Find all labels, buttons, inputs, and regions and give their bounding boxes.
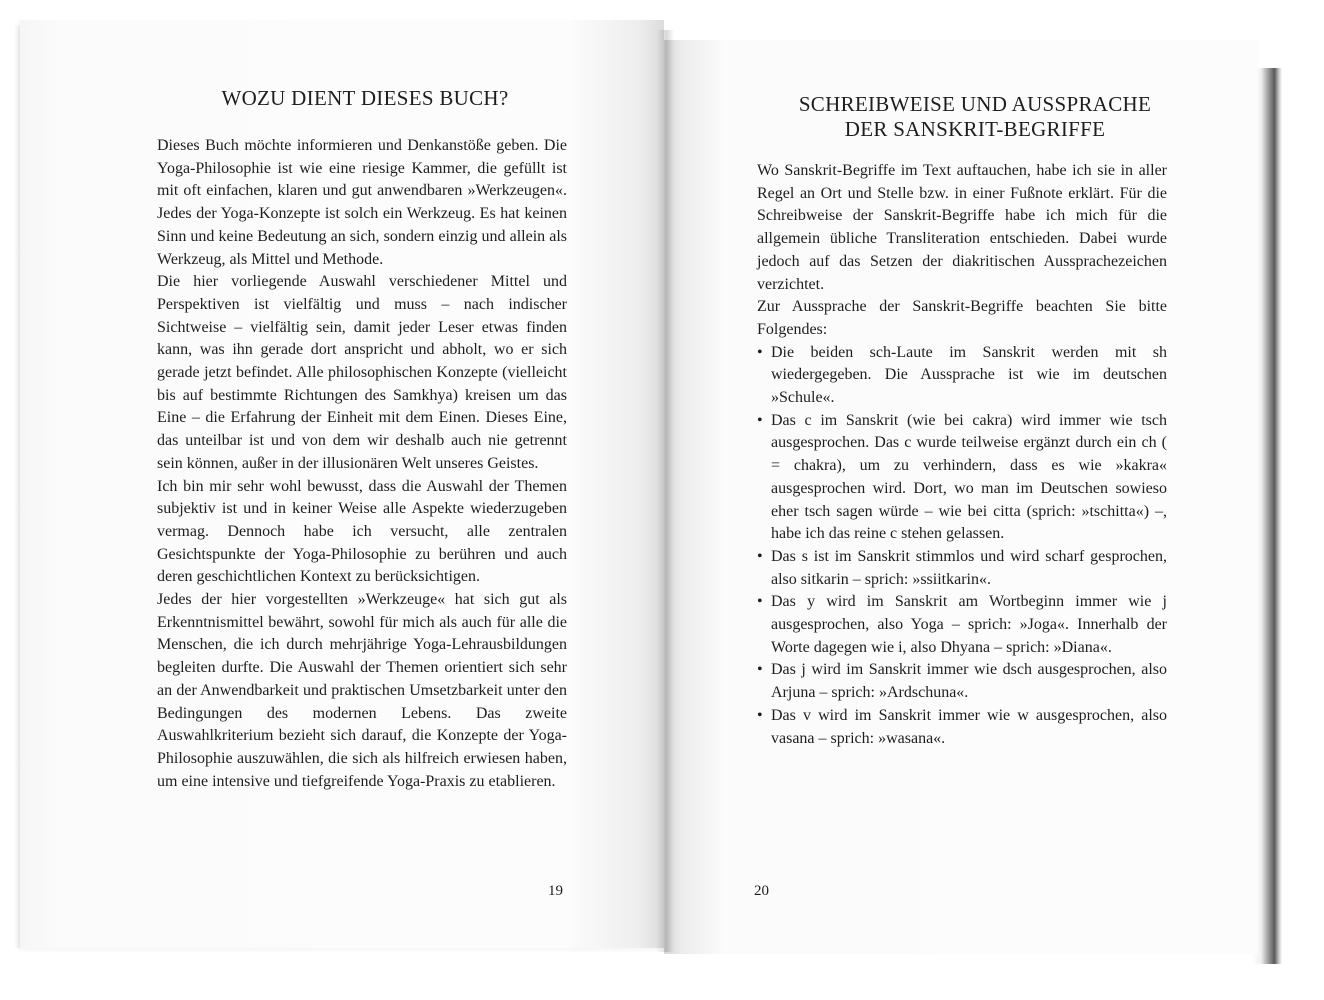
list-item: • Das v wird im Sanskrit immer wie w ausgesprochen, also vasana – sprich: »wasana«.: [757, 705, 1167, 750]
left-paragraph: Die hier vorliegende Auswahl verschiedener Mittel und Perspektiven ist vielfältig und muss – nach indischer Sichtweise – vielfältig sein, damit jeder Leser etwas finden kann, was ihn gerade dort anspricht und abholt, wo er sich gerade jetzt befindet. Alle philosophischen Konzepte (vielleicht bis auf bestimmte Richtungen des Samkhya) kreisen um das Eine – die Erfahrung der Einheit mit dem Einen. Dieses Eine, das unteilbar ist und von dem wir deshalb auch nie getrennt sein können, außer in der illusionären Welt unseres Geistes.: [157, 273, 567, 472]
right-intro-paragraph: Wo Sanskrit-Begriffe im Text auftauchen, habe ich sie in aller Regel an Ort und Stelle bzw. in einer Fußnote erklärt. Für die Schreibweise der Sanskrit-Begriffe habe ich mich für die allgemein übliche Transliteration entschieden. Dabei wurde jedoch auf das Setzen der diakritischen Aussprachezeichen verzichtet.: [757, 162, 1167, 293]
book-gutter: [656, 30, 674, 952]
left-paragraph: Jedes der hier vorgestellten »Werkzeuge« hat sich gut als Erkenntnismittel bewährt, sowohl für mich als auch für alle die Menschen, die ich durch mehrjährige Yoga-Lehrausbildungen begleiten durfte. Die Auswahl der Themen orientiert sich sehr an der Anwendbarkeit und praktischen Umsetzbarkeit unter den Bedingungen des modernen Lebens. Das zweite Auswahlkriterium bezieht sich darauf, die Konzepte der Yoga-Philosophie auszuwählen, die sich als hilfreich erwiesen haben, um eine intensive und tiefgreifende Yoga-Praxis zu etablieren.: [157, 591, 567, 790]
right-lead-paragraph: Zur Aussprache der Sanskrit-Begriffe beachten Sie bitte Folgendes:: [757, 298, 1167, 338]
left-paragraph: Ich bin mir sehr wohl bewusst, dass die Auswahl der Themen subjektiv ist und in keiner Weise alle Aspekte wiederzugeben vermag. Dennoch habe ich versucht, alle zentralen Gesichtspunkte der Yoga-Philosophie zu berühren und auch deren geschichtlichen Kontext zu berücksichtigen.: [157, 477, 567, 586]
list-item: • Das j wird im Sanskrit immer wie dsch ausgesprochen, also Arjuna – sprich: »Ardschuna«.: [757, 659, 1167, 704]
page-number-right: 20: [754, 883, 769, 899]
list-item: • Die beiden sch-Laute im Sanskrit werden mit sh wiedergegeben. Die Aussprache ist wie im deutschen »Schule«.: [757, 342, 1167, 410]
right-page-body: [757, 160, 1167, 750]
list-item: • Das c im Sanskrit (wie bei cakra) wird immer wie tsch ausgesprochen. Das c wurde teilweise ergänzt durch ein ch ( = chakra), um zu verhindern, dass es wie »kakra« ausgesprochen wird. Dort, wo man im Deutschen sowieso eher tsch sagen würde – wie bei citta (sprich: »tschitta«) –, habe ich das reine c stehen gelassen.: [757, 410, 1167, 546]
list-item: • Das y wird im Sanskrit am Wortbeginn immer wie j ausgesprochen, also Yoga – sprich: »Joga«. Innerhalb der Worte dagegen wie i, also Dhyana – sprich: »Diana«.: [757, 591, 1167, 659]
list-item: • Das s ist im Sanskrit stimmlos und wird scharf gesprochen, also sitkarin – sprich: »ssiitkarin«.: [757, 546, 1167, 591]
right-page-heading: [750, 92, 1200, 142]
right-heading-line-1: SCHREIBWEISE UND AUSSPRACHE: [798, 92, 1152, 116]
left-page-body: [157, 135, 567, 793]
page-number-left: 19: [548, 883, 563, 899]
left-page-heading: WOZU DIENT DIESES BUCH?: [221, 86, 509, 110]
pronunciation-list: [757, 342, 1167, 751]
left-paragraph: Dieses Buch möchte informieren und Denkanstöße geben. Die Yoga-Philosophie ist wie eine riesige Kammer, die gefüllt ist mit oft einfachen, klaren und gut anwendbaren »Werkzeugen«. Jedes der Yoga-Konzepte ist solch ein Werkzeug. Es hat keinen Sinn und keine Bedeutung an sich, sondern einzig und allein als Werkzeug, als Mittel und Methode.: [157, 137, 567, 268]
right-heading-line-2: DER SANSKRIT-BEGRIFFE: [844, 117, 1106, 141]
